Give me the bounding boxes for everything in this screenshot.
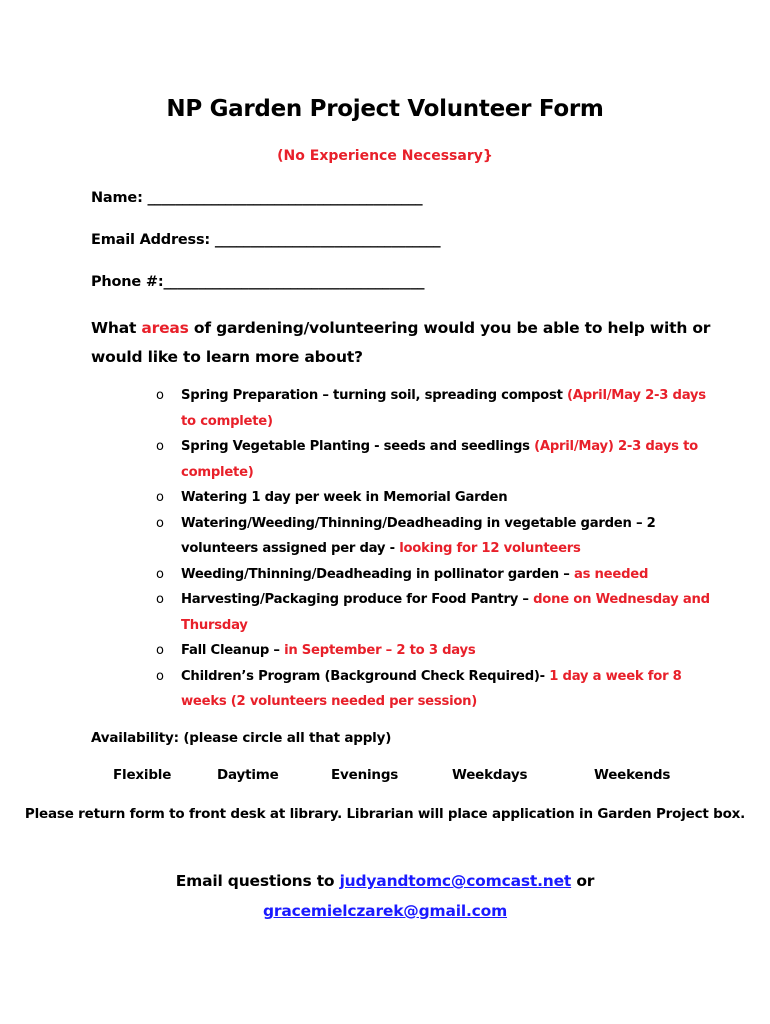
availability-evenings[interactable]: Evenings	[331, 767, 399, 783]
option-spring-preparation[interactable]	[156, 383, 716, 434]
option-note: done on Wednesday and Thursday	[181, 592, 710, 633]
option-spring-vegetable-planting[interactable]	[156, 434, 716, 485]
circle-bullet-icon: o	[156, 643, 164, 658]
email-link-grace[interactable]: gracemielczarek@gmail.com	[262, 902, 508, 920]
circle-bullet-icon: o	[156, 592, 164, 607]
page-title: NP Garden Project Volunteer Form	[166, 96, 604, 122]
availability-flexible[interactable]: Flexible	[113, 767, 172, 783]
name-field[interactable]: Name: _______________________________________	[91, 190, 423, 206]
option-text: Watering/Weeding/Thinning/Deadheading in vegetable garden – 2 volunteers assigned per day -	[181, 515, 656, 556]
circle-bullet-icon: o	[156, 490, 164, 505]
option-text: Fall Cleanup –	[181, 643, 285, 658]
circle-bullet-icon: o	[156, 566, 164, 582]
phone-field[interactable]: Phone #:_____________________________________	[91, 274, 425, 290]
availability-weekdays[interactable]: Weekdays	[452, 767, 528, 783]
return-instructions	[0, 802, 770, 827]
question-text-before: What	[91, 319, 142, 337]
subtitle: (No Experience Necessary}	[277, 148, 493, 164]
option-fall-cleanup[interactable]	[156, 638, 716, 664]
return-instructions-text: Please return form to front desk at library. Librarian will place application in Garden Project box.	[24, 806, 746, 822]
option-text: Harvesting/Packaging produce for Food Pantry –	[181, 592, 534, 607]
option-text: Spring Preparation – turning soil, spreading compost	[181, 388, 567, 403]
option-note: looking for 12 volunteers	[399, 541, 581, 556]
option-note: (April/May 2-3 days to complete)	[181, 388, 706, 429]
circle-bullet-icon: o	[156, 439, 164, 454]
option-text: Watering 1 day per week in Memorial Garden	[181, 490, 508, 505]
areas-question	[91, 314, 711, 372]
circle-bullet-icon: o	[156, 668, 164, 684]
option-watering-memorial-garden[interactable]	[156, 485, 716, 511]
option-vegetable-garden-care[interactable]	[156, 511, 716, 562]
availability-label: Availability: (please circle all that apply)	[91, 730, 392, 746]
option-note: (April/May) 2-3 days to complete)	[181, 439, 698, 480]
option-childrens-program[interactable]	[156, 664, 716, 715]
contact-joiner: or	[571, 872, 595, 890]
option-text: Children’s Program (Background Check Required)-	[181, 668, 550, 684]
circle-bullet-icon: o	[156, 388, 164, 403]
email-field[interactable]: Email Address: ________________________________	[91, 232, 441, 248]
email-link-judy[interactable]: judyandtomc@comcast.net	[339, 872, 572, 890]
option-harvesting-packaging[interactable]	[156, 587, 716, 638]
option-note: as needed	[573, 566, 649, 582]
areas-options-list	[156, 383, 716, 715]
option-pollinator-garden[interactable]	[156, 562, 716, 588]
option-note: in September – 2 to 3 days	[284, 643, 476, 658]
contact-section	[0, 866, 770, 926]
availability-daytime[interactable]: Daytime	[217, 767, 279, 783]
availability-weekends[interactable]: Weekends	[594, 767, 671, 783]
circle-bullet-icon: o	[156, 515, 164, 531]
question-highlight: areas	[141, 319, 189, 337]
contact-prefix: Email questions to	[175, 872, 340, 890]
option-text: Weeding/Thinning/Deadheading in pollinator garden –	[181, 566, 574, 582]
question-text-after: of gardening/volunteering would you be able to help with or would like to learn more about?	[91, 319, 711, 366]
option-text: Spring Vegetable Planting - seeds and seedlings	[181, 439, 535, 454]
option-note: 1 day a week for 8 weeks (2 volunteers needed per session)	[181, 668, 682, 709]
